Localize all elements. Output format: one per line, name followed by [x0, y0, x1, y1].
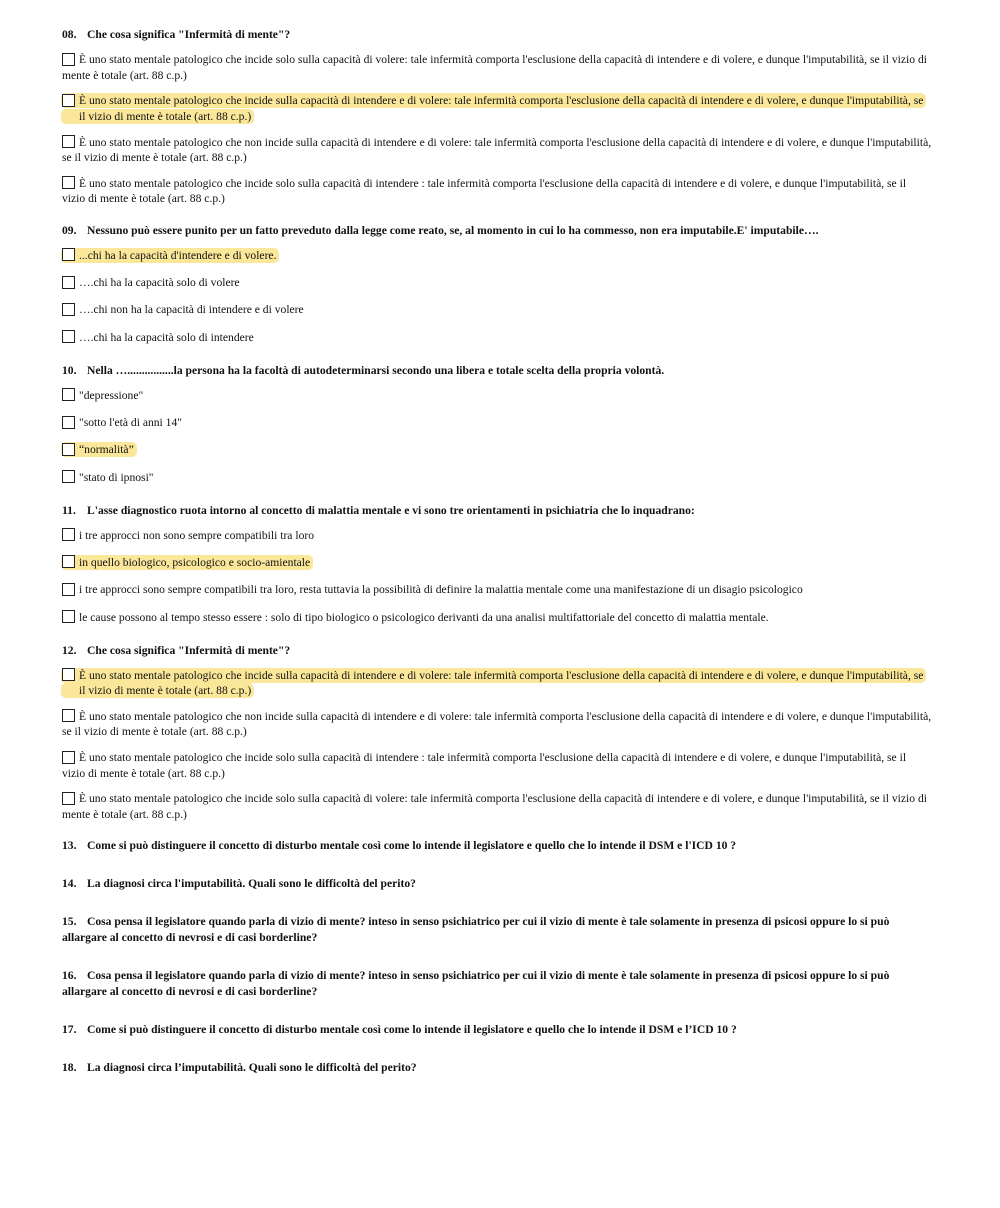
- question-block: [62, 838, 932, 854]
- checkbox[interactable]: [62, 528, 75, 541]
- answer-option-text: È uno stato mentale patologico che incide solo sulla capacità di volere: tale infermità comporta l'esclusione della capacità di intendere e di volere, e dunque l'imputabilità, se il vizio di mente è totale (art. 88 c.p.): [62, 792, 927, 821]
- answer-option-text: "depressione": [79, 388, 144, 402]
- checkbox[interactable]: [62, 248, 75, 261]
- checkbox[interactable]: [62, 555, 75, 568]
- question-text: Che cosa significa "Infermità di mente"?: [87, 643, 291, 657]
- answer-option[interactable]: [62, 302, 932, 319]
- answer-option-highlighted[interactable]: [62, 555, 932, 572]
- answer-option[interactable]: [62, 528, 932, 545]
- checkbox[interactable]: [62, 94, 75, 107]
- checkbox[interactable]: [62, 751, 75, 764]
- answer-option-text: ….chi non ha la capacità di intendere e di volere: [79, 303, 304, 317]
- checkbox[interactable]: [62, 276, 75, 289]
- question-block: [62, 1022, 932, 1038]
- question-text: Come si può distinguere il concetto di disturbo mentale così come lo intende il legislatore e quello che lo intende il DSM e l’ICD 10 ?: [87, 1023, 737, 1037]
- question-title: [62, 1060, 932, 1076]
- question-text: Cosa pensa il legislatore quando parla di vizio di mente? inteso in senso psichiatrico per cui il vizio di mente è tale solamente in presenza di psicosi oppure lo si può allargare al concetto di nevrosi e di casi borderline?: [62, 915, 890, 945]
- question-title: [62, 223, 932, 239]
- answer-option-text: ...chi ha la capacità d'intendere e di volere.: [61, 248, 279, 263]
- checkbox[interactable]: [62, 709, 75, 722]
- answer-option-text: le cause possono al tempo stesso essere : solo di tipo biologico o psicologico derivanti da una analisi multifattoriale del concetto di malattia mentale.: [79, 610, 769, 624]
- answer-option-highlighted[interactable]: [62, 248, 932, 265]
- question-block: [62, 1060, 932, 1076]
- answer-option-text: È uno stato mentale patologico che incide sulla capacità di intendere e di volere: tale infermità comporta l'esclusione della capacità di intendere e di volere, e dunque l'imputabilità, se il vizio di mente è totale (art. 88 c.p.): [61, 668, 926, 699]
- question-number: 08.: [62, 28, 77, 41]
- question-number: 13.: [62, 839, 77, 853]
- answer-option-text: È uno stato mentale patologico che incide solo sulla capacità di volere: tale infermità comporta l'esclusione della capacità di intendere e di volere, e dunque l'imputabilità, se il vizio di mente è totale (art. 88 c.p.): [62, 53, 927, 82]
- checkbox[interactable]: [62, 583, 75, 596]
- question-text: Che cosa significa "Infermità di mente"?: [87, 28, 291, 41]
- question-number: 14.: [62, 877, 77, 891]
- answer-option[interactable]: [62, 275, 932, 292]
- answer-option-text: È uno stato mentale patologico che incide solo sulla capacità di intendere : tale infermità comporta l'esclusione della capacità di intendere e di volere, e dunque l'imputabilità, se il vizio di mente è totale (art. 88 c.p.): [62, 176, 907, 206]
- question-title: [62, 363, 932, 379]
- question-text: La diagnosi circa l’imputabilità. Quali sono le difficoltà del perito?: [87, 1061, 417, 1075]
- answer-option[interactable]: [62, 176, 932, 207]
- checkbox[interactable]: [62, 470, 75, 483]
- question-text: Nessuno può essere punito per un fatto preveduto dalla legge come reato, se, al momento in cui lo ha commesso, non era imputabile.E' imputabile….: [87, 223, 819, 237]
- answer-option-text: È uno stato mentale patologico che non incide sulla capacità di intendere e di volere: tale infermità comporta l'esclusione della capacità di intendere e di volere, e dunque l'imputabilità, se il vizio di mente è totale (art. 88 c.p.): [62, 135, 932, 165]
- answer-option-text: in quello biologico, psicologico e socio-amientale: [61, 555, 313, 570]
- question-number: 11.: [62, 503, 76, 517]
- question-title: [62, 643, 932, 659]
- answer-option[interactable]: [62, 610, 932, 627]
- answer-option-text: "stato di ipnosi": [79, 470, 154, 484]
- answer-option-text: È uno stato mentale patologico che non incide sulla capacità di intendere e di volere: tale infermità comporta l'esclusione della capacità di intendere e di volere, e dunque l'imputabilità, se il vizio di mente è totale (art. 88 c.p.): [62, 709, 932, 739]
- question-block: [62, 503, 932, 627]
- question-title: [62, 968, 932, 1000]
- question-block: [62, 968, 932, 1000]
- question-title: [62, 876, 932, 892]
- question-text: Nella …................la persona ha la facoltà di autodeterminarsi secondo una libera e totale scelta della propria volontà.: [87, 363, 665, 377]
- answer-option[interactable]: [62, 791, 932, 822]
- answer-option[interactable]: [62, 388, 932, 405]
- question-title: [62, 1022, 932, 1038]
- answer-option[interactable]: [62, 709, 932, 740]
- answer-option-highlighted[interactable]: [62, 668, 932, 699]
- question-number: 18.: [62, 1061, 77, 1075]
- answer-option-text: È uno stato mentale patologico che incide solo sulla capacità di intendere : tale infermità comporta l'esclusione della capacità di intendere e di volere, e dunque l'imputabilità, se il vizio di mente è totale (art. 88 c.p.): [62, 751, 907, 780]
- question-number: 17.: [62, 1023, 77, 1037]
- question-number: 16.: [62, 969, 77, 983]
- question-text: L'asse diagnostico ruota intorno al concetto di malattia mentale e vi sono tre orientamenti in psichiatria che lo inquadrano:: [87, 503, 695, 517]
- answer-option[interactable]: [62, 415, 932, 432]
- question-text: La diagnosi circa l'imputabilità. Quali sono le difficoltà del perito?: [87, 877, 416, 891]
- answer-option-text: "sotto l'età di anni 14": [79, 416, 183, 430]
- checkbox[interactable]: [62, 443, 75, 456]
- question-block: [62, 363, 932, 487]
- answer-option-text: ….chi ha la capacità solo di volere: [79, 276, 240, 290]
- answer-option-highlighted[interactable]: [62, 93, 932, 124]
- checkbox[interactable]: [62, 176, 75, 189]
- question-block: [62, 27, 932, 207]
- checkbox[interactable]: [62, 610, 75, 623]
- question-title: [62, 27, 932, 43]
- checkbox[interactable]: [62, 53, 75, 66]
- answer-option-text: i tre approcci sono sempre compatibili tra loro, resta tuttavia la possibilità di definire la malattia mentale come una manifestazione di un disagio psicologico: [79, 583, 803, 597]
- checkbox[interactable]: [62, 388, 75, 401]
- answer-option-text: “normalità”: [61, 442, 137, 457]
- question-block: [62, 223, 932, 347]
- question-text: Come si può distinguere il concetto di disturbo mentale così come lo intende il legislatore e quello che lo intende il DSM e l'ICD 10 ?: [87, 839, 737, 853]
- answer-option[interactable]: [62, 52, 932, 83]
- answer-option[interactable]: [62, 582, 932, 599]
- checkbox[interactable]: [62, 303, 75, 316]
- answer-option[interactable]: [62, 470, 932, 487]
- checkbox[interactable]: [62, 792, 75, 805]
- answer-option[interactable]: [62, 330, 932, 347]
- question-number: 10.: [62, 363, 77, 377]
- question-block: [62, 914, 932, 946]
- answer-option-text: i tre approcci non sono sempre compatibili tra loro: [79, 528, 315, 542]
- answer-option[interactable]: [62, 750, 932, 781]
- question-text: Cosa pensa il legislatore quando parla di vizio di mente? inteso in senso psichiatrico per cui il vizio di mente è tale solamente in presenza di psicosi oppure lo si può allargare al concetto di nevrosi e di casi borderline?: [62, 969, 890, 999]
- question-title: [62, 838, 932, 854]
- checkbox[interactable]: [62, 135, 75, 148]
- question-block: [62, 876, 932, 892]
- document-page: [62, 27, 932, 1098]
- answer-option-text: È uno stato mentale patologico che incide sulla capacità di intendere e di volere: tale infermità comporta l'esclusione della capacità di intendere e di volere, e dunque l'imputabilità, se il vizio di mente è totale (art. 88 c.p.): [61, 93, 926, 124]
- checkbox[interactable]: [62, 330, 75, 343]
- checkbox[interactable]: [62, 668, 75, 681]
- question-block: [62, 643, 932, 823]
- question-number: 09.: [62, 223, 77, 237]
- question-title: [62, 503, 932, 519]
- checkbox[interactable]: [62, 416, 75, 429]
- answer-option-text: ….chi ha la capacità solo di intendere: [79, 330, 254, 344]
- answer-option[interactable]: [62, 135, 932, 166]
- answer-option-highlighted[interactable]: [62, 442, 932, 459]
- question-number: 15.: [62, 915, 77, 929]
- question-number: 12.: [62, 643, 77, 657]
- question-title: [62, 914, 932, 946]
